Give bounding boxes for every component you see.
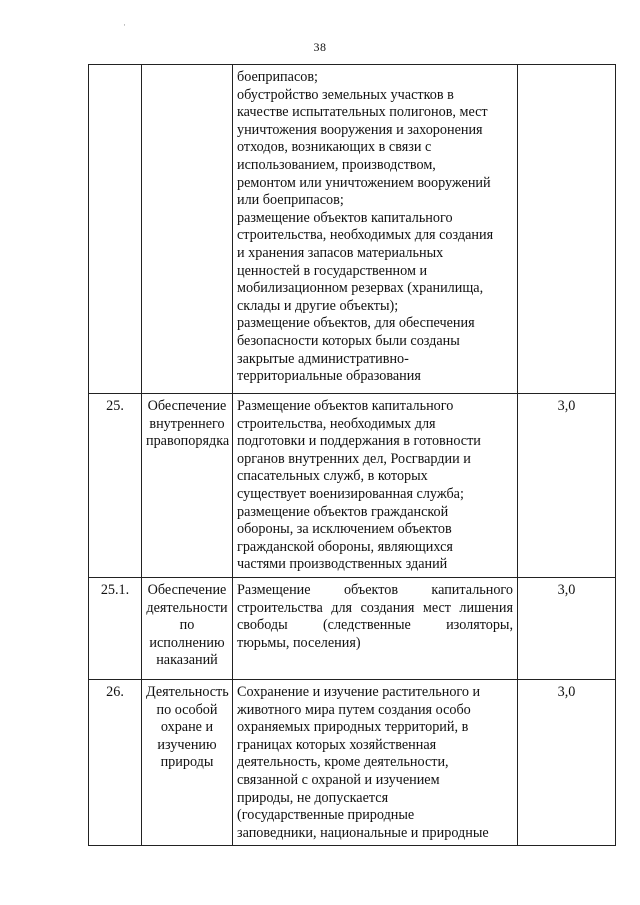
row-description-cell bbox=[233, 65, 518, 394]
table-row bbox=[89, 65, 616, 394]
row-description-cell bbox=[233, 394, 518, 578]
description-line: животного мира путем создания особо bbox=[237, 701, 471, 718]
description-line: Размещение объектов капитального bbox=[237, 398, 454, 414]
description-line: тюрьмы, поселения) bbox=[237, 634, 361, 651]
description-line: закрытые административно- bbox=[237, 350, 409, 367]
description-line: гражданской обороны, являющихся bbox=[237, 538, 453, 555]
description-line: (государственные природные bbox=[237, 807, 415, 824]
scan-mark: · bbox=[123, 20, 126, 30]
name-line: по bbox=[179, 617, 195, 634]
row-code-cell: 3,0 bbox=[518, 577, 616, 679]
description-line: размещение объектов капитального bbox=[237, 209, 453, 226]
row-description-cell bbox=[233, 679, 518, 845]
description-line: заповедники, национальные и природные bbox=[237, 824, 489, 841]
name-line: охране и bbox=[160, 719, 214, 736]
description-line: частями производственных зданий bbox=[237, 556, 448, 573]
description-line: размещение объектов, для обеспечения bbox=[237, 315, 475, 332]
description-line: размещение объектов гражданской bbox=[237, 503, 449, 520]
row-number-cell: 26. bbox=[89, 679, 142, 845]
land-use-table bbox=[88, 64, 616, 846]
row-number-cell: 25. bbox=[89, 394, 142, 578]
row-number-cell bbox=[89, 65, 142, 394]
row-description-cell bbox=[233, 577, 518, 679]
description-line: границах которых хозяйственная bbox=[237, 736, 437, 753]
description-line: строительства, необходимых для bbox=[237, 415, 436, 432]
name-line: деятельности bbox=[146, 599, 228, 616]
description-line: ремонтом или уничтожением вооружений bbox=[237, 174, 491, 191]
row-name-cell bbox=[142, 679, 233, 845]
description-line: боеприпасов; bbox=[237, 69, 318, 85]
name-line: наказаний bbox=[156, 652, 218, 669]
description-line: связанной с охраной и изучением bbox=[237, 771, 440, 788]
description-line: охраняемых природных территорий, в bbox=[237, 719, 469, 736]
description-line: Сохранение и изучение растительного и bbox=[237, 683, 481, 700]
description-line: спасательных служб, в которых bbox=[237, 468, 428, 485]
description-line: свободы (следственные изоляторы, bbox=[237, 617, 513, 634]
name-line: правопорядка bbox=[146, 433, 230, 450]
row-code-cell: 3,0 bbox=[518, 394, 616, 578]
name-line: по особой bbox=[156, 701, 218, 718]
table-row bbox=[89, 679, 616, 845]
description-line: и хранения запасов материальных bbox=[237, 244, 444, 261]
name-line: изучению bbox=[157, 736, 217, 753]
description-line: безопасности которых были созданы bbox=[237, 332, 460, 349]
name-line: Обеспечение bbox=[147, 398, 227, 414]
description-line: Размещение объектов капитального bbox=[237, 581, 513, 598]
row-number-cell: 25.1. bbox=[89, 577, 142, 679]
description-line: строительства, необходимых для создания bbox=[237, 227, 494, 244]
description-line: ценностей в государственном и bbox=[237, 262, 428, 279]
description-line: органов внутренних дел, Росгвардии и bbox=[237, 450, 471, 467]
row-name-cell bbox=[142, 394, 233, 578]
table-row bbox=[89, 394, 616, 578]
description-line: склады и другие объекты); bbox=[237, 297, 399, 314]
description-line: существует военизированная служба; bbox=[237, 485, 464, 502]
page-number: 38 bbox=[313, 40, 327, 54]
name-line: Деятельность bbox=[146, 683, 229, 700]
description-line: мобилизационном резервах (хранилища, bbox=[237, 280, 484, 297]
description-line: обороны, за исключением объектов bbox=[237, 521, 452, 538]
row-name-cell bbox=[142, 577, 233, 679]
row-code-cell: 3,0 bbox=[518, 679, 616, 845]
description-line: отходов, возникающих в связи с bbox=[237, 139, 432, 156]
description-line: уничтожения вооружения и захоронения bbox=[237, 121, 483, 138]
name-line: внутреннего bbox=[149, 415, 225, 432]
name-line: Обеспечение bbox=[147, 581, 227, 598]
description-line: природы, не допускается bbox=[237, 789, 389, 806]
description-line: территориальные образования bbox=[237, 368, 421, 385]
description-line: подготовки и поддержания в готовности bbox=[237, 433, 481, 450]
table-row bbox=[89, 577, 616, 679]
row-name-cell bbox=[142, 65, 233, 394]
description-line: использованием, производством, bbox=[237, 156, 436, 173]
row-code-cell bbox=[518, 65, 616, 394]
description-line: обустройство земельных участков в bbox=[237, 86, 454, 103]
description-line: строительства для создания мест лишения bbox=[237, 599, 513, 616]
description-line: деятельность, кроме деятельности, bbox=[237, 754, 449, 771]
name-line: природы bbox=[160, 754, 214, 771]
name-line: исполнению bbox=[149, 634, 225, 651]
description-line: или боеприпасов; bbox=[237, 192, 344, 209]
description-line: качестве испытательных полигонов, мест bbox=[237, 104, 488, 121]
